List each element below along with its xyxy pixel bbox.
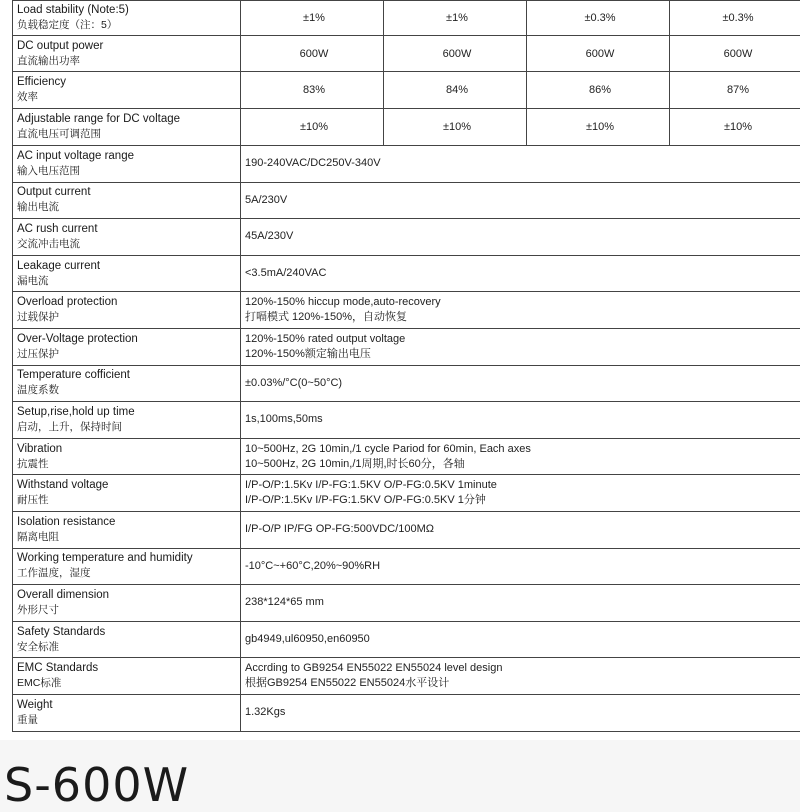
spec-label-en: Load stability (Note:5) [17,3,240,18]
spec-label-en: Working temperature and humidity [17,551,240,566]
spec-label [13,182,241,219]
spec-label-en: DC output power [17,39,240,54]
spec-row [13,36,800,72]
spec-label-en: Weight [17,698,240,713]
spec-label-en: Efficiency [17,75,240,90]
spec-value-cell [241,548,800,585]
spec-label-en: AC input voltage range [17,149,240,164]
spec-label-zh: 耐压性 [17,493,240,508]
spec-label [13,292,241,329]
spec-label-en: Overload protection [17,295,240,310]
spec-value-cell: ±10% [527,109,670,146]
spec-row [13,72,800,109]
spec-value-line: I/P-O/P:1.5Kv I/P-FG:1.5KV O/P-FG:0.5KV 1minute [245,478,800,493]
spec-row [13,182,800,219]
spec-value-line: ±0.03%/°C(0~50°C) [245,376,800,391]
spec-value-line: 45A/230V [245,229,800,244]
spec-value-cell [241,255,800,292]
spec-label [13,146,241,183]
spec-row [13,328,800,365]
spec-label-zh: 直流电压可调范围 [17,127,240,142]
spec-value-line: Accrding to GB9254 EN55022 EN55024 level design [245,661,800,676]
spec-value-line: I/P-O/P IP/FG OP-FG:500VDC/100MΩ [245,522,800,537]
spec-value-line: 5A/230V [245,193,800,208]
spec-row [13,146,800,183]
spec-value-cell: ±0.3% [670,1,800,36]
spec-label [13,438,241,475]
spec-label-zh: 外形尺寸 [17,603,240,618]
spec-value-cell: 600W [670,36,800,72]
spec-value-line: 120%-150% hiccup mode,auto-recovery [245,295,800,310]
spec-label-zh: 输出电流 [17,200,240,215]
spec-value-cell [241,146,800,183]
spec-value-line: I/P-O/P:1.5Kv I/P-FG:1.5KV O/P-FG:0.5KV 1分钟 [245,493,800,508]
spec-value-cell [241,585,800,622]
spec-label [13,585,241,622]
spec-row [13,109,800,146]
spec-row [13,255,800,292]
spec-value-cell [241,511,800,548]
spec-label-en: Over-Voltage protection [17,332,240,347]
spec-row [13,658,800,695]
spec-row [13,585,800,622]
spec-label-en: Output current [17,185,240,200]
spec-value-cell: ±10% [384,109,527,146]
spec-label-zh: 交流冲击电流 [17,237,240,252]
spec-label [13,36,241,72]
spec-value-cell: 83% [241,72,384,109]
spec-row [13,402,800,439]
spec-value-line: 120%-150%额定输出电压 [245,347,800,362]
spec-value-cell [241,658,800,695]
spec-label-en: EMC Standards [17,661,240,676]
spec-value-cell [241,292,800,329]
spec-value-line: 打嗝模式 120%-150%，自动恢复 [245,310,800,325]
spec-label-zh: 输入电压范围 [17,164,240,179]
spec-label-zh: 工作温度，湿度 [17,566,240,581]
spec-label-zh: 过载保护 [17,310,240,325]
spec-row [13,475,800,512]
spec-value-cell [241,219,800,256]
spec-value-cell: ±10% [241,109,384,146]
spec-label-zh: 安全标准 [17,640,240,655]
spec-row [13,511,800,548]
spec-value-cell [241,475,800,512]
spec-value-line: 10~500Hz, 2G 10min,/1 cycle Pariod for 60min, Each axes [245,442,800,457]
spec-label-zh: 隔离电阻 [17,530,240,545]
spec-label-en: Adjustable range for DC voltage [17,112,240,127]
spec-label-zh: EMC标准 [17,676,240,691]
spec-label-en: Vibration [17,442,240,457]
spec-label-en: Withstand voltage [17,478,240,493]
spec-value-line: 1s,100ms,50ms [245,412,800,427]
spec-value-line: 根据GB9254 EN55022 EN55024水平设计 [245,676,800,691]
spec-value-cell: ±0.3% [527,1,670,36]
spec-value-cell: ±1% [241,1,384,36]
spec-label [13,694,241,731]
spec-value-cell [241,365,800,402]
spec-label-en: Setup,rise,hold up time [17,405,240,420]
spec-value-cell: 87% [670,72,800,109]
spec-label [13,511,241,548]
spec-value-cell: ±10% [670,109,800,146]
spec-value-cell [241,438,800,475]
spec-label [13,72,241,109]
spec-table [12,0,800,732]
spec-value-line: 190-240VAC/DC250V-340V [245,156,800,171]
spec-label-zh: 启动，上升，保持时间 [17,420,240,435]
spec-value-cell [241,182,800,219]
spec-label-zh: 漏电流 [17,274,240,289]
spec-value-cell [241,328,800,365]
spec-label-en: Safety Standards [17,625,240,640]
spec-row [13,365,800,402]
model-title: S-600W [4,758,189,812]
spec-value-cell [241,694,800,731]
spec-label-zh: 温度系数 [17,383,240,398]
spec-label [13,219,241,256]
spec-value-cell: 600W [241,36,384,72]
spec-row [13,694,800,731]
spec-label [13,475,241,512]
spec-value-cell: 600W [527,36,670,72]
spec-label [13,109,241,146]
spec-label-zh: 过压保护 [17,347,240,362]
spec-label-zh: 直流输出功率 [17,54,240,69]
spec-value-cell: ±1% [384,1,527,36]
spec-label [13,365,241,402]
spec-value-line: gb4949,ul60950,en60950 [245,632,800,647]
spec-row [13,219,800,256]
spec-label-en: Leakage current [17,259,240,274]
spec-value-line: 1.32Kgs [245,705,800,720]
spec-value-line: -10°C~+60°C,20%~90%RH [245,559,800,574]
spec-value-cell: 84% [384,72,527,109]
spec-value-line: 238*124*65 mm [245,595,800,610]
spec-label [13,621,241,658]
spec-label [13,328,241,365]
spec-label-en: Temperature cofficient [17,368,240,383]
spec-label [13,1,241,36]
spec-row [13,621,800,658]
spec-row [13,1,800,36]
spec-label-en: AC rush current [17,222,240,237]
spec-label [13,658,241,695]
spec-value-cell [241,402,800,439]
spec-value-cell [241,621,800,658]
spec-label-en: Isolation resistance [17,515,240,530]
spec-label-zh: 效率 [17,90,240,105]
spec-label-zh: 重量 [17,713,240,728]
spec-row [13,438,800,475]
spec-label-en: Overall dimension [17,588,240,603]
spec-row [13,548,800,585]
spec-label [13,548,241,585]
spec-label [13,255,241,292]
spec-value-line: 120%-150% rated output voltage [245,332,800,347]
spec-value-cell: 86% [527,72,670,109]
spec-row [13,292,800,329]
spec-value-cell: 600W [384,36,527,72]
spec-value-line: 10~500Hz, 2G 10min,/1周期,时长60分，各轴 [245,457,800,472]
spec-label-zh: 负载稳定度（注：5） [17,18,240,33]
spec-value-line: <3.5mA/240VAC [245,266,800,281]
spec-label-zh: 抗震性 [17,457,240,472]
spec-label [13,402,241,439]
